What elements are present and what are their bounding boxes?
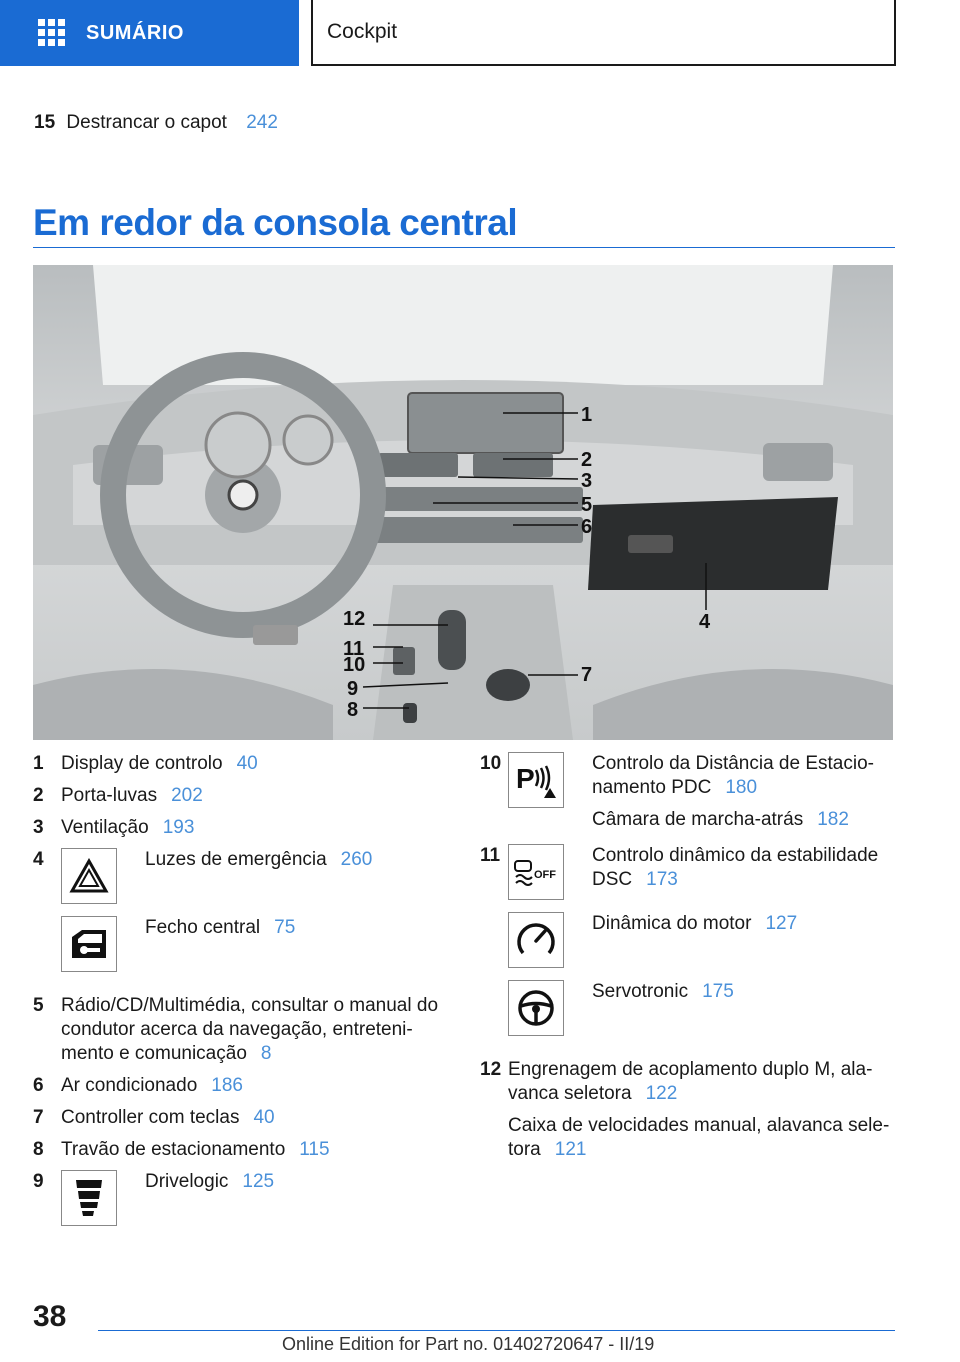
svg-text:P: P (516, 763, 535, 794)
footer-divider (98, 1330, 895, 1331)
item-text: Controlo da Distância de Estacionamento PDC (592, 753, 874, 798)
list-item (480, 844, 900, 900)
item-text: Controller com teclas (61, 1107, 240, 1128)
page-ref-link[interactable]: 40 (236, 753, 258, 774)
item-text: Dinâmica do motor (592, 913, 752, 934)
item-text: Travão de estacionamento (61, 1139, 286, 1160)
list-item (33, 1138, 453, 1162)
list-item (33, 1106, 453, 1130)
page-ref-link[interactable]: 202 (171, 785, 203, 806)
legend-left-column (33, 752, 453, 1238)
item-number: 4 (33, 849, 44, 870)
item-text: Porta-luvas (61, 785, 158, 806)
item-text: Ventilação (61, 817, 149, 838)
list-item (33, 1074, 453, 1098)
item-subtext: Câmara de marcha-atrás (592, 809, 804, 830)
item-number: 6 (33, 1075, 44, 1096)
item-number (33, 916, 61, 972)
list-item (33, 916, 453, 972)
item-text: Ar condicionado (61, 1075, 198, 1096)
item-number: 10 (480, 753, 502, 774)
callout-3: 3 (581, 470, 593, 492)
item-text: Fecho central (145, 917, 261, 938)
item-number: 12 (480, 1059, 502, 1080)
item-text: Luzes de emergência (145, 849, 327, 870)
center-console-illustration (33, 265, 893, 740)
dsc-off-icon (508, 844, 564, 900)
list-item-15 (34, 112, 278, 134)
page-ref-link[interactable]: 175 (702, 981, 734, 1002)
callout-11: 11 (343, 638, 365, 660)
item-text: Controlo dinâmico da estabilidade DSC (592, 845, 879, 890)
engine-dynamics-icon (508, 912, 564, 968)
page-ref-link[interactable]: 186 (211, 1075, 243, 1096)
item-number (480, 980, 508, 1036)
callout-6: 6 (581, 516, 593, 538)
item-number: 8 (33, 1139, 44, 1160)
item-number: 9 (33, 1171, 44, 1192)
svg-text:OFF: OFF (534, 869, 556, 881)
item-number: 7 (33, 1107, 44, 1128)
item-number: 15 (34, 112, 56, 133)
list-item (480, 752, 900, 832)
page-ref-link[interactable]: 125 (242, 1171, 275, 1192)
item-text: Engrenagem de acoplamento duplo M, alavanca seletora (508, 1059, 873, 1104)
item-number: 11 (480, 845, 501, 866)
page-number: 38 (33, 1300, 67, 1333)
drivelogic-icon (61, 1170, 117, 1226)
toc-label: SUMÁRIO (86, 21, 184, 44)
page-ref-link[interactable]: 121 (554, 1139, 587, 1160)
legend-right-column (480, 752, 900, 1170)
page-ref-link[interactable]: 242 (246, 112, 278, 133)
toc-button[interactable] (0, 0, 299, 66)
callout-2: 2 (581, 449, 593, 471)
page-ref-link[interactable]: 180 (725, 777, 758, 798)
item-text: Rádio/CD/Multimédia, consultar o manual do condutor acerca da navegação, entretenimento e comunicação (61, 995, 439, 1064)
callout-12: 12 (343, 608, 366, 630)
page-ref-link[interactable]: 173 (646, 869, 678, 890)
item-text: Destrancar o capot (66, 112, 227, 133)
page-ref-link[interactable]: 40 (253, 1107, 275, 1128)
callout-7: 7 (581, 664, 593, 686)
item-text: Display de controlo (61, 753, 223, 774)
page-ref-link[interactable]: 115 (299, 1139, 330, 1160)
page-ref-link[interactable]: 75 (274, 917, 296, 938)
item-number (480, 912, 508, 968)
steering-wheel-icon (508, 980, 564, 1036)
page-ref-link[interactable]: 260 (340, 849, 373, 870)
callout-10: 10 (343, 654, 366, 676)
list-item (33, 848, 453, 904)
page-ref-link[interactable]: 127 (765, 913, 798, 934)
chapter-title: Cockpit (311, 0, 896, 66)
pdc-icon (508, 752, 564, 808)
item-text: Servotronic (592, 981, 689, 1002)
item-number: 1 (33, 753, 44, 774)
page-ref-link[interactable]: 122 (645, 1083, 678, 1104)
list-item (480, 912, 900, 968)
grid-icon (38, 19, 66, 47)
callout-8: 8 (347, 699, 359, 721)
callout-5: 5 (581, 494, 593, 516)
list-item (33, 1170, 453, 1226)
callout-9: 9 (347, 678, 359, 700)
callout-1: 1 (581, 404, 593, 426)
section-divider (33, 247, 895, 248)
item-text: Drivelogic (145, 1171, 229, 1192)
item-number: 2 (33, 785, 44, 806)
item-subtext: Caixa de velocidades manual, alavanca seletora (508, 1115, 890, 1160)
footer-edition: Online Edition for Part no. 01402720647 - II/19 (282, 1334, 655, 1354)
list-item (480, 980, 900, 1036)
callout-4: 4 (699, 611, 711, 633)
section-title: Em redor da consola central (33, 202, 518, 243)
item-number: 5 (33, 995, 44, 1016)
item-number: 3 (33, 817, 44, 838)
list-item (33, 816, 453, 840)
list-item (33, 784, 453, 808)
list-item (33, 994, 453, 1066)
page-ref-link[interactable]: 193 (162, 817, 195, 838)
page-ref-link[interactable]: 8 (260, 1043, 272, 1064)
hazard-triangle-icon (61, 848, 117, 904)
cockpit-drawing (33, 265, 893, 740)
list-item (33, 752, 453, 776)
central-lock-icon (61, 916, 117, 972)
page-ref-link[interactable]: 182 (817, 809, 849, 830)
list-item (480, 1058, 900, 1162)
